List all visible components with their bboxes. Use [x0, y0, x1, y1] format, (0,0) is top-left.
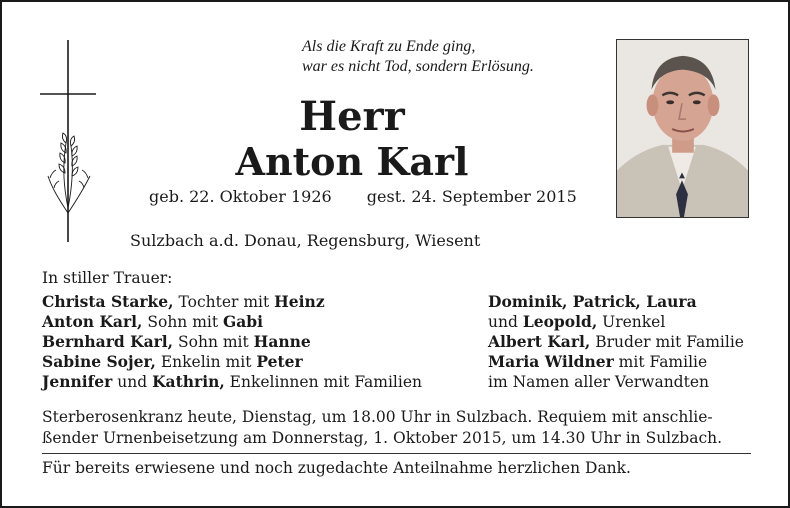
- mourning-label: In stiller Trauer:: [42, 269, 173, 287]
- service-line-1: Sterberosenkranz heute, Dienstag, um 18.00 Uhr in Sulzbach. Requiem mit anschlie-: [42, 408, 713, 426]
- service-line-2: ßender Urnenbeisetzung am Donnerstag, 1. Oktober 2015, um 14.30 Uhr in Sulzbach.: [42, 429, 723, 447]
- mourner-line: Sabine Sojer, Enkelin mit Peter: [42, 352, 303, 371]
- mourners-left-column: [42, 292, 422, 392]
- thanks-line: Für bereits erwiesene und noch zugedachte Anteilnahme herzlichen Dank.: [42, 459, 631, 477]
- life-dates: [149, 187, 577, 207]
- mourner-line: Christa Starke, Tochter mit Heinz: [42, 292, 325, 311]
- mourner-line: Jennifer und Kathrin, Enkelinnen mit Familien: [42, 372, 422, 391]
- mourner-line: Maria Wildner mit Familie: [488, 352, 708, 371]
- mourner-line: Anton Karl, Sohn mit Gabi: [42, 312, 264, 331]
- death-date: gest. 24. September 2015: [366, 187, 577, 206]
- portrait-photo: [616, 39, 749, 218]
- birth-date: geb. 22. Oktober 1926: [149, 187, 332, 206]
- motto: [302, 37, 602, 77]
- service-details: [42, 407, 757, 449]
- mourner-line: und Leopold, Urenkel: [488, 312, 666, 331]
- motto-line-1: Als die Kraft zu Ende ging,: [302, 38, 476, 55]
- mourner-line: Dominik, Patrick, Laura: [488, 292, 697, 311]
- mourner-line: Bernhard Karl, Sohn mit Hanne: [42, 332, 311, 351]
- salutation: Herr: [299, 93, 405, 140]
- motto-line-2: war es nicht Tod, sondern Erlösung.: [302, 58, 534, 75]
- mourner-line: im Namen aller Verwandten: [488, 373, 709, 391]
- divider: [42, 453, 751, 454]
- mourners-right-column: [488, 292, 744, 392]
- mourner-line: Albert Karl, Bruder mit Familie: [488, 332, 744, 351]
- deceased-name: Anton Karl: [235, 139, 469, 184]
- cross-with-wheat-icon: [38, 38, 98, 244]
- places: Sulzbach a.d. Donau, Regensburg, Wiesent: [130, 231, 481, 250]
